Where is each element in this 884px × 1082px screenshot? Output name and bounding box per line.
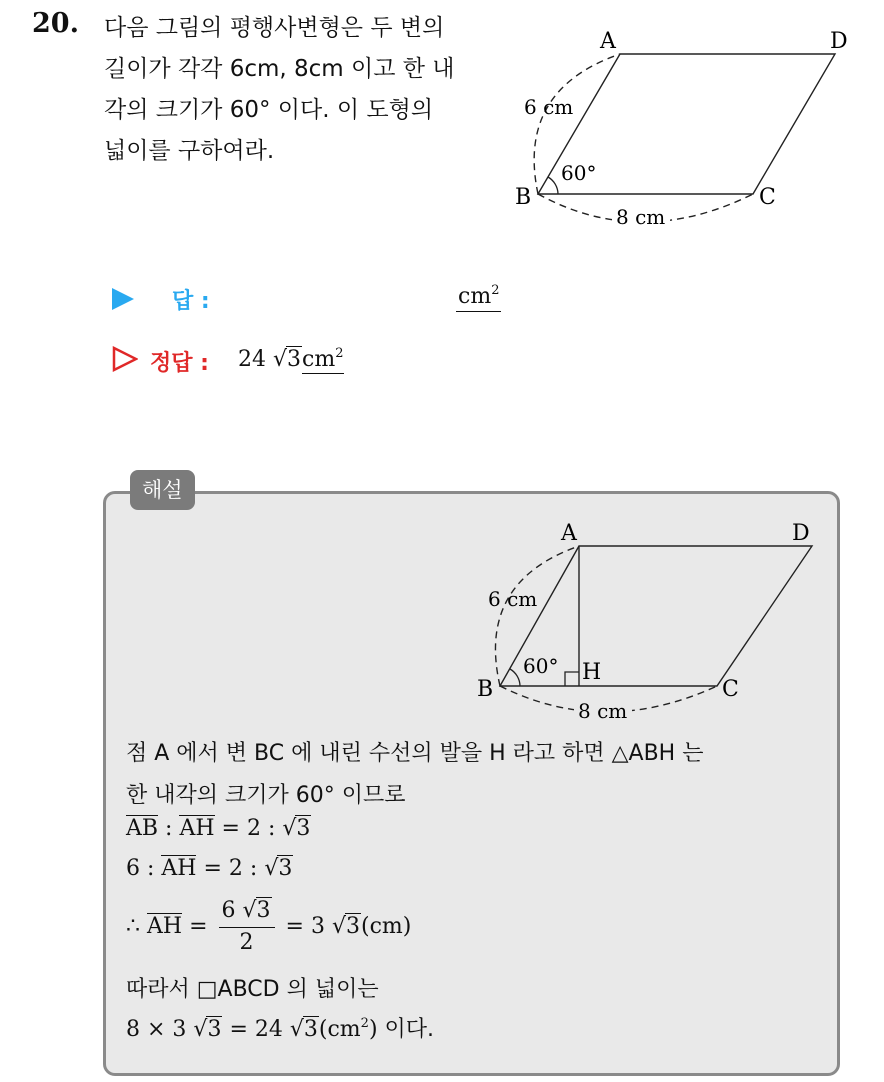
radicand: 3 xyxy=(256,898,271,923)
vertex-h: H xyxy=(582,660,602,685)
sqrt-expression: √3 xyxy=(242,898,271,923)
answer-coefficient: 24 xyxy=(238,347,266,372)
label-8cm: 8 cm xyxy=(616,205,666,229)
label-8cm: 8 cm xyxy=(578,699,628,723)
ratio-line-1 xyxy=(126,816,311,841)
sqrt-expression: √3 xyxy=(331,914,360,939)
label-60deg: 60° xyxy=(561,161,597,185)
colon: : xyxy=(158,816,180,841)
angle-arc xyxy=(510,669,520,686)
sqrt-expression: √3 xyxy=(273,347,302,372)
question-text xyxy=(104,8,484,172)
unit-exponent: 2 xyxy=(335,346,344,361)
ratio-rhs: = 2 : xyxy=(196,856,265,881)
radicand: 3 xyxy=(296,816,311,841)
equals: = xyxy=(182,914,215,939)
numerator-coefficient: 6 xyxy=(221,898,236,923)
label-6cm: 6 cm xyxy=(488,587,538,611)
right-angle-mark xyxy=(565,672,579,686)
sqrt-expression: √3 xyxy=(289,1017,318,1042)
sqrt-expression: √3 xyxy=(193,1017,222,1042)
radicand: 3 xyxy=(287,347,302,372)
final-line xyxy=(126,1012,434,1043)
unit: (cm) xyxy=(360,914,412,939)
final-lhs: 8 × 3 xyxy=(126,1017,194,1042)
ratio-rhs: = 2 : xyxy=(214,816,283,841)
vertex-b: B xyxy=(515,185,532,210)
outline-triangle-icon xyxy=(112,346,138,372)
explanation-line-1: 점 A 에서 변 BC 에 내린 수선의 발을 H 라고 하면 △ABH 는 xyxy=(126,741,704,766)
radicand: 3 xyxy=(345,914,360,939)
therefore-symbol: ∴ xyxy=(126,914,147,939)
unit-exponent: 2 xyxy=(491,283,500,298)
segment-ah: AH xyxy=(179,816,215,841)
correct-answer-label: 정답 : xyxy=(150,351,209,376)
angle-arc xyxy=(548,177,558,194)
equals-result: = 3 xyxy=(278,914,332,939)
segment-ah: AH xyxy=(147,914,183,939)
segment-ab: AB xyxy=(126,816,159,841)
vertex-d: D xyxy=(830,29,848,54)
correct-answer-value xyxy=(238,344,344,376)
radicand: 3 xyxy=(207,1017,222,1042)
sqrt-expression: √3 xyxy=(282,816,311,841)
explanation-tab: 해설 xyxy=(130,470,195,510)
fraction xyxy=(219,896,275,958)
final-tail: 이다. xyxy=(377,1017,435,1042)
vertex-c: C xyxy=(759,185,776,210)
answer-unit xyxy=(302,347,343,374)
answer-label: 답 : xyxy=(172,289,210,314)
radicand: 3 xyxy=(278,856,293,881)
parallelogram-figure xyxy=(500,18,860,233)
segment-ah: AH xyxy=(161,856,197,881)
unit-close: ) xyxy=(368,1017,378,1042)
ratio-lhs: 6 : xyxy=(126,856,162,881)
unit-base: cm xyxy=(302,347,336,372)
vertex-d: D xyxy=(792,521,810,546)
correct-answer-row xyxy=(112,344,512,378)
unit-open: (cm xyxy=(318,1017,361,1042)
label-60deg: 60° xyxy=(523,654,559,678)
vertex-a: A xyxy=(561,521,577,546)
vertex-b: B xyxy=(477,677,494,702)
fraction-denominator: 2 xyxy=(239,930,254,955)
explanation-figure xyxy=(468,516,828,726)
result-line xyxy=(126,896,411,958)
question-line: 넓이를 구하여라. xyxy=(104,138,275,164)
question-line: 각의 크기가 60° 이다. 이 도형의 xyxy=(104,97,434,123)
vertex-a: A xyxy=(600,29,616,54)
fraction-numerator xyxy=(219,896,275,928)
play-triangle-icon xyxy=(112,288,134,310)
radicand: 3 xyxy=(303,1017,318,1042)
explanation-line-2: 한 내각의 크기가 60° 이므로 xyxy=(126,783,406,808)
area-line: 따라서 □ABCD 의 넓이는 xyxy=(126,977,379,1002)
label-6cm: 6 cm xyxy=(524,95,574,119)
ratio-line-2 xyxy=(126,856,293,881)
answer-unit xyxy=(456,284,501,312)
answer-row xyxy=(112,284,532,314)
question-number: 20. xyxy=(32,8,79,39)
question-line: 길이가 각각 6cm, 8cm 이고 한 내 xyxy=(104,56,455,82)
question-line: 다음 그림의 평행사변형은 두 변의 xyxy=(104,15,445,41)
sqrt-expression: √3 xyxy=(264,856,293,881)
final-equals: = 24 xyxy=(222,1017,290,1042)
unit-base: cm xyxy=(458,284,492,309)
vertex-c: C xyxy=(722,677,739,702)
unit-exponent: 2 xyxy=(360,1016,369,1031)
